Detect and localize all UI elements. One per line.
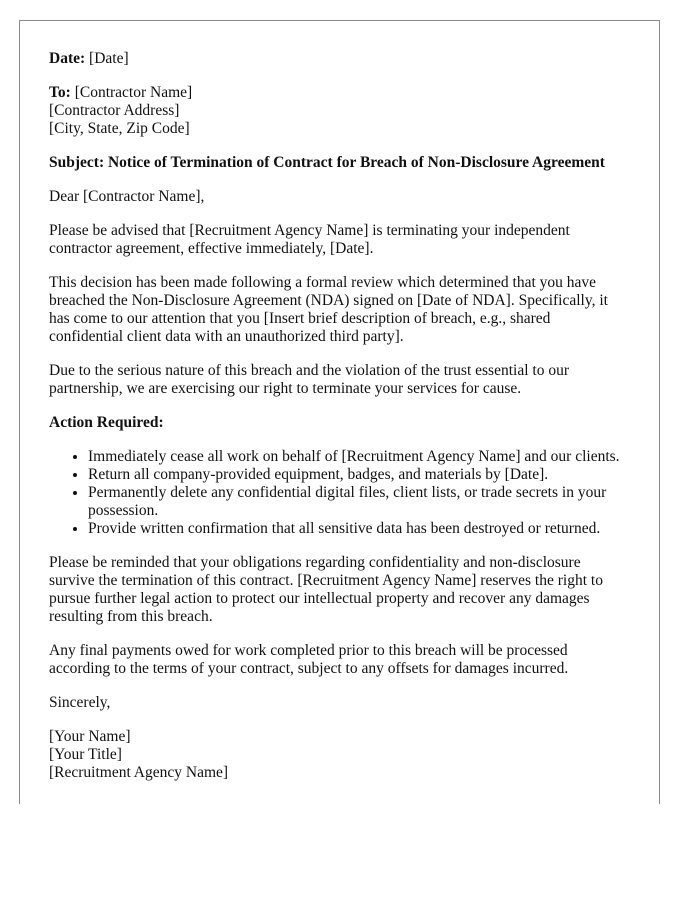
action-list-item: • Return all company-provided equipment, badges, and materials by [Date]. (88, 466, 666, 484)
signature-agency: [Recruitment Agency Name] (49, 764, 229, 781)
action-required-heading: Action Required: (49, 414, 164, 431)
paragraph-final-payments: Any final payments owed for work completed prior to this breach will be processed according to the terms of your contract, subject to any offsets for damages incurred. (49, 642, 569, 677)
action-list-item: • Provide written confirmation that all sensitive data has been destroyed or returned. (88, 520, 666, 538)
paragraph-cause: Due to the serious nature of this breach and the violation of the trust essential to our partnership, we are exercising our right to terminate your services for cause. (49, 362, 569, 397)
recipient-city: [City, State, Zip Code] (49, 120, 190, 137)
date-label: Date: (49, 50, 86, 67)
paragraph-breach-details: This decision has been made following a formal review which determined that you have breached the Non-Disclosure Agreement (NDA) signed on [Date of NDA]. Specifically, it has come to our attention that you [Insert brief description of breach, e.g., shared confidential client data with an unauthorized third party]. (49, 274, 608, 345)
signature-title: [Your Title] (49, 746, 122, 763)
recipient-name: [Contractor Name] (74, 84, 193, 101)
to-label: To: (49, 84, 71, 101)
recipient-address: [Contractor Address] (49, 102, 180, 119)
signature-block (49, 728, 659, 782)
closing: Sincerely, (49, 694, 111, 711)
subject-line: Subject: Notice of Termination of Contract for Breach of Non-Disclosure Agreement (49, 154, 605, 171)
date-line (49, 50, 659, 68)
recipient-name-line (49, 84, 659, 102)
action-list-item: • Immediately cease all work on behalf of [Recruitment Agency Name] and our clients. (88, 448, 666, 466)
date-value: [Date] (89, 50, 129, 67)
letter-page (19, 20, 660, 804)
paragraph-obligations: Please be reminded that your obligations regarding confidentiality and non-disclosure survive the termination of this contract. [Recruitment Agency Name] reserves the right to pursue further legal action to protect our intellectual property and recover any damages resulting from this breach. (49, 554, 603, 625)
action-list-item: • Permanently delete any confidential digital files, client lists, or trade secrets in your possession. (88, 484, 666, 520)
recipient-block (49, 84, 659, 138)
salutation: Dear [Contractor Name], (49, 188, 205, 205)
action-list (49, 448, 666, 538)
signature-name: [Your Name] (49, 728, 131, 745)
paragraph-termination-notice: Please be advised that [Recruitment Agency Name] is terminating your independent contractor agreement, effective immediately, [Date]. (49, 222, 570, 257)
